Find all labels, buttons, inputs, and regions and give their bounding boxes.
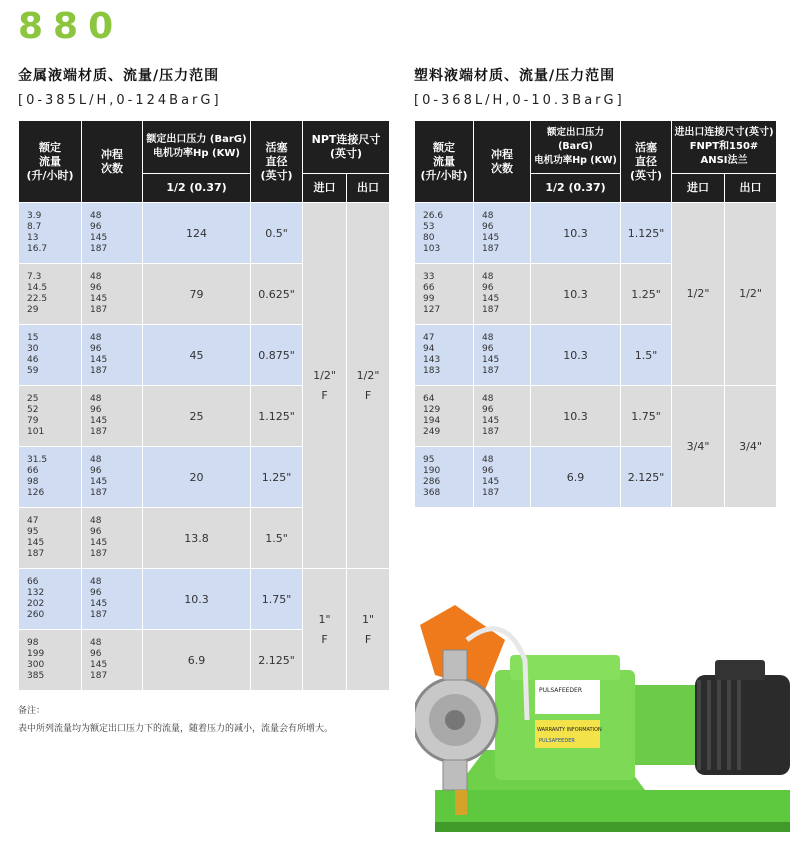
pressure-cell: 10.3 <box>531 203 621 264</box>
right-section-range: [0-368L/H,0-10.3BarG] <box>414 93 625 108</box>
plunger-cell: 1.125" <box>621 203 672 264</box>
table-row <box>19 569 390 630</box>
flow-cell: 31.5 66 98 126 <box>19 447 82 508</box>
pressure-cell: 10.3 <box>531 386 621 447</box>
spm-cell: 48 96 145 187 <box>82 447 143 508</box>
left-section-range: [0-385L/H,0-124BarG] <box>18 93 222 108</box>
inlet-connection-cell: 1/2" <box>672 203 725 386</box>
flow-cell: 26.6 53 80 103 <box>415 203 474 264</box>
pressure-cell: 6.9 <box>143 630 251 691</box>
pressure-cell: 45 <box>143 325 251 386</box>
pressure-cell: 20 <box>143 447 251 508</box>
flow-cell: 98 199 300 385 <box>19 630 82 691</box>
left-section-title: 金属液端材质、流量/压力范围 <box>18 68 220 84</box>
spm-cell: 48 96 145 187 <box>474 203 531 264</box>
plunger-cell: 0.5" <box>251 203 303 264</box>
inlet-connection-cell: 1/2" F <box>303 203 347 569</box>
pressure-cell: 6.9 <box>531 447 621 508</box>
outlet-connection-cell: 3/4" <box>725 386 777 508</box>
plunger-cell: 2.125" <box>251 630 303 691</box>
plastic-spec-table <box>414 120 777 508</box>
header-plunger: 活塞 直径 (英寸) <box>621 121 672 203</box>
pressure-cell: 13.8 <box>143 508 251 569</box>
pressure-cell: 10.3 <box>531 325 621 386</box>
plunger-cell: 1.5" <box>621 325 672 386</box>
pump-warranty-label: WARRANTY INFORMATION <box>537 727 602 733</box>
metal-spec-table <box>18 120 390 691</box>
pressure-cell: 25 <box>143 386 251 447</box>
plunger-cell: 0.875" <box>251 325 303 386</box>
spm-cell: 48 96 145 187 <box>474 386 531 447</box>
plunger-cell: 1.125" <box>251 386 303 447</box>
notes-text: 表中所列流量均为额定出口压力下的流量，随着压力的减小，流量会有所增大。 <box>18 724 334 734</box>
plunger-cell: 1.75" <box>621 386 672 447</box>
pump-illustration <box>415 600 790 844</box>
inlet-connection-cell: 1" F <box>303 569 347 691</box>
pump-brand-label: PULSAFEEDER <box>539 687 582 694</box>
spm-cell: 48 96 145 187 <box>82 203 143 264</box>
spm-cell: 48 96 145 187 <box>82 264 143 325</box>
plunger-cell: 1.75" <box>251 569 303 630</box>
plunger-cell: 1.5" <box>251 508 303 569</box>
spm-cell: 48 96 145 187 <box>474 264 531 325</box>
flow-cell: 66 132 202 260 <box>19 569 82 630</box>
pump-brand-label-2: PULSAFEEDER <box>539 738 575 744</box>
table-row <box>415 203 777 264</box>
pressure-cell: 124 <box>143 203 251 264</box>
outlet-connection-cell: 1" F <box>347 569 390 691</box>
header-motor: 1/2 (0.37) <box>531 174 621 203</box>
inlet-connection-cell: 3/4" <box>672 386 725 508</box>
header-pressure: 额定出口压力 (BarG) 电机功率Hp (KW) <box>531 121 621 174</box>
spm-cell: 48 96 145 187 <box>82 325 143 386</box>
header-pressure: 额定出口压力 (BarG) 电机功率Hp (KW) <box>143 121 251 174</box>
flow-cell: 64 129 194 249 <box>415 386 474 447</box>
plunger-cell: 1.25" <box>621 264 672 325</box>
flow-cell: 47 95 145 187 <box>19 508 82 569</box>
plunger-cell: 1.25" <box>251 447 303 508</box>
spm-cell: 48 96 145 187 <box>82 630 143 691</box>
header-outlet: 出口 <box>725 174 777 203</box>
table-row <box>415 386 777 447</box>
header-flow: 额定 流量 (升/小时) <box>19 121 82 203</box>
header-motor: 1/2 (0.37) <box>143 174 251 203</box>
pressure-cell: 10.3 <box>531 264 621 325</box>
outlet-connection-cell: 1/2" <box>725 203 777 386</box>
spm-cell: 48 96 145 187 <box>474 325 531 386</box>
header-flow: 额定 流量 (升/小时) <box>415 121 474 203</box>
header-inlet: 进口 <box>672 174 725 203</box>
plunger-cell: 2.125" <box>621 447 672 508</box>
header-outlet: 出口 <box>347 174 390 203</box>
flow-cell: 15 30 46 59 <box>19 325 82 386</box>
pressure-cell: 10.3 <box>143 569 251 630</box>
flow-cell: 7.3 14.5 22.5 29 <box>19 264 82 325</box>
right-section-title: 塑料液端材质、流量/压力范围 <box>414 68 616 84</box>
spm-cell: 48 96 145 187 <box>474 447 531 508</box>
header-plunger: 活塞 直径 (英寸) <box>251 121 303 203</box>
flow-cell: 3.9 8.7 13 16.7 <box>19 203 82 264</box>
header-spm: 冲程 次数 <box>82 121 143 203</box>
flow-cell: 95 190 286 368 <box>415 447 474 508</box>
header-connection: NPT连接尺寸 (英寸) <box>303 121 390 174</box>
table-row <box>19 203 390 264</box>
flow-cell: 25 52 79 101 <box>19 386 82 447</box>
pressure-cell: 79 <box>143 264 251 325</box>
header-inlet: 进口 <box>303 174 347 203</box>
spm-cell: 48 96 145 187 <box>82 508 143 569</box>
spm-cell: 48 96 145 187 <box>82 569 143 630</box>
spm-cell: 48 96 145 187 <box>82 386 143 447</box>
model-number: 880 <box>18 6 124 47</box>
outlet-connection-cell: 1/2" F <box>347 203 390 569</box>
flow-cell: 33 66 99 127 <box>415 264 474 325</box>
plunger-cell: 0.625" <box>251 264 303 325</box>
header-spm: 冲程 次数 <box>474 121 531 203</box>
notes-label: 备注： <box>18 706 46 716</box>
flow-cell: 47 94 143 183 <box>415 325 474 386</box>
header-connection: 进出口连接尺寸(英寸) FNPT和150# ANSI法兰 <box>672 121 777 174</box>
